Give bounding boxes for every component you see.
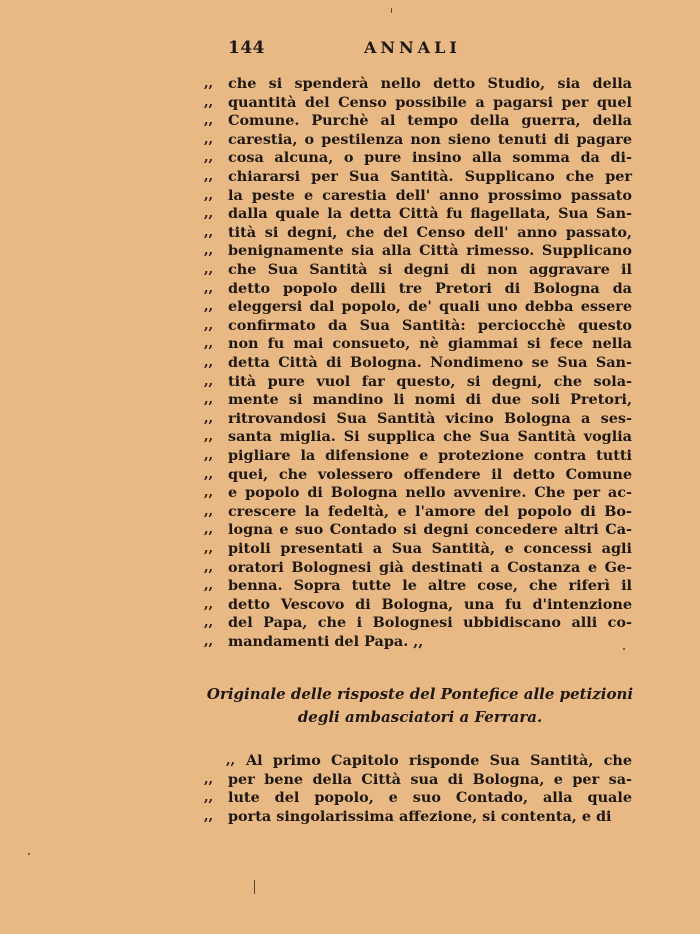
line-text: mandamenti del Papa. ,,	[228, 633, 424, 650]
text-line	[204, 260, 632, 279]
text-line	[204, 502, 632, 521]
paper-speck	[254, 880, 255, 894]
line-text: non fu mai consueto, nè giammai si fece nella	[228, 335, 632, 353]
text-line	[204, 148, 632, 167]
text-line	[204, 409, 632, 428]
paper-speck	[28, 853, 30, 855]
quote-mark: ,,	[204, 615, 214, 631]
quote-mark: ,,	[204, 224, 214, 240]
line-text: che Sua Santità si degni di non aggravare il	[228, 261, 632, 278]
line-text: detta Città di Bologna. Nondimeno se Sua San-	[228, 354, 632, 371]
line-text: Al primo Capitolo risponde Sua Santità, che	[246, 752, 632, 769]
text-line	[204, 788, 632, 807]
line-text: detto popolo delli tre Pretori di Bologna da	[228, 279, 632, 297]
section-heading-line-2: degli ambasciatori a Ferrara.	[297, 708, 543, 726]
line-text: santa miglia. Si supplica che Sua Santità voglia	[228, 428, 632, 446]
quote-mark: ,,	[204, 150, 214, 166]
quote-mark: ,,	[204, 373, 214, 389]
quote-mark: ,,	[204, 299, 214, 315]
line-text: quei, che volessero offendere il detto Comune	[228, 465, 632, 483]
quote-mark: ,,	[204, 808, 214, 824]
quote-mark: ,,	[204, 131, 214, 147]
text-line	[204, 279, 632, 298]
text-line	[204, 483, 632, 502]
quote-mark: ,,	[204, 634, 214, 649]
quote-mark: ,,	[204, 410, 214, 426]
quote-mark: ,,	[204, 113, 214, 129]
text-line	[204, 427, 632, 446]
text-line	[204, 465, 632, 484]
line-text: del Papa, che i Bolognesi ubbidiscano alli co-	[228, 614, 632, 632]
line-text: crescere la fedeltà, e l'amore del popolo di Bo-	[228, 502, 632, 520]
quote-mark: ,,	[204, 790, 214, 806]
text-line	[204, 74, 632, 93]
quote-mark: ,,	[204, 94, 214, 110]
paper-speck	[391, 8, 392, 13]
line-text: tità pure vuol far questo, si degni, che sola-	[228, 372, 632, 390]
quote-mark: ,,	[204, 466, 214, 482]
line-text: la peste e carestia dell' anno prossimo passato	[228, 186, 632, 204]
line-text: pitoli presentati a Sua Santità, e concessi agli	[228, 540, 632, 557]
page-number: 144	[228, 38, 265, 58]
line-text: oratori Bolognesi già destinati a Costanza e Ge-	[228, 558, 632, 576]
quote-mark: ,,	[204, 541, 214, 556]
quote-mark: ,,	[204, 448, 214, 463]
quote-mark: ,,	[204, 503, 214, 519]
line-text: lute del popolo, e suo Contado, alla quale	[228, 789, 632, 807]
text-line	[204, 751, 632, 770]
line-text: Comune. Purchè al tempo della guerra, della	[228, 112, 632, 130]
paper-speck	[623, 648, 625, 650]
line-text: carestia, o pestilenza non sieno tenuti di pagare	[228, 130, 632, 148]
text-line	[204, 576, 632, 595]
quote-mark: ,,	[204, 243, 214, 259]
text-line	[204, 204, 632, 223]
text-line	[204, 372, 632, 391]
quote-mark: ,,	[204, 485, 214, 501]
line-text: chiararsi per Sua Santità. Supplicano che per	[228, 168, 632, 185]
quote-mark: ,,	[204, 355, 214, 370]
text-line	[204, 297, 632, 316]
line-text: ritrovandosi Sua Santità vicino Bologna a ses-	[228, 409, 632, 427]
line-text: mente si mandino li nomi di due soli Pretori,	[228, 391, 632, 409]
text-line	[204, 167, 632, 186]
text-line	[204, 613, 632, 632]
line-text: confirmato da Sua Santità: perciocchè questo	[228, 316, 632, 334]
line-text: quantità del Censo possibile a pagarsi per quel	[228, 93, 632, 111]
page-header	[228, 38, 628, 62]
line-text: per bene della Città sua di Bologna, e per sa-	[228, 770, 632, 788]
line-text: cosa alcuna, o pure insino alla somma da di-	[228, 149, 632, 167]
line-text: pigliare la difensione e protezione contra tutti	[228, 447, 632, 464]
text-line	[204, 390, 632, 409]
text-line	[204, 130, 632, 149]
quote-mark: ,,	[204, 317, 214, 333]
line-text: che si spenderà nello detto Studio, sia della	[228, 75, 632, 92]
text-line	[204, 316, 632, 335]
quote-mark: ,,	[204, 280, 214, 296]
text-line	[204, 111, 632, 130]
text-line	[204, 334, 632, 353]
text-line	[204, 223, 632, 242]
text-line	[204, 539, 632, 558]
quote-mark: ,,	[204, 169, 214, 184]
text-line	[204, 558, 632, 577]
quote-mark: ,,	[204, 76, 214, 91]
quote-mark: ,,	[204, 187, 214, 203]
text-line	[204, 241, 632, 260]
section-heading-line-1: Originale delle risposte del Pontefice alle petizioni	[206, 685, 634, 703]
text-line	[204, 353, 632, 372]
line-text: logna e suo Contado si degni concedere altri Ca-	[228, 521, 632, 539]
text-line	[204, 446, 632, 465]
quote-mark: ,,	[204, 596, 214, 612]
running-title: ANNALI	[364, 38, 461, 57]
quote-mark: ,,	[204, 559, 214, 575]
line-text: benna. Sopra tutte le altre cose, che riferì il	[228, 577, 632, 595]
quote-mark: ,,	[204, 392, 214, 408]
line-text: dalla quale la detta Città fu flagellata, Sua San-	[228, 205, 632, 223]
text-line	[204, 807, 632, 826]
quote-mark: ,,	[204, 771, 214, 787]
quote-mark: ,,	[204, 429, 214, 445]
quote-mark: ,,	[204, 578, 214, 594]
text-line	[204, 186, 632, 205]
line-text: detto Vescovo di Bologna, una fu d'intenzione	[228, 595, 632, 613]
line-text: porta singolarissima affezione, si contenta, e di	[228, 807, 612, 825]
quote-mark: ,,	[204, 262, 214, 277]
line-text: benignamente sia alla Città rimesso. Supplicano	[228, 242, 632, 260]
text-line	[204, 595, 632, 614]
quote-mark: ,,	[204, 522, 214, 538]
text-line	[204, 770, 632, 789]
quote-mark: ,,	[226, 753, 236, 768]
quote-mark: ,,	[204, 336, 214, 352]
text-line	[204, 520, 632, 539]
line-text: e popolo di Bologna nello avvenire. Che per ac-	[228, 484, 632, 502]
line-text: eleggersi dal popolo, de' quali uno debba essere	[228, 298, 632, 316]
text-line	[204, 93, 632, 112]
quote-mark: ,,	[204, 206, 214, 222]
text-line	[204, 632, 632, 651]
line-text: tità si degni, che del Censo dell' anno passato,	[228, 223, 632, 241]
